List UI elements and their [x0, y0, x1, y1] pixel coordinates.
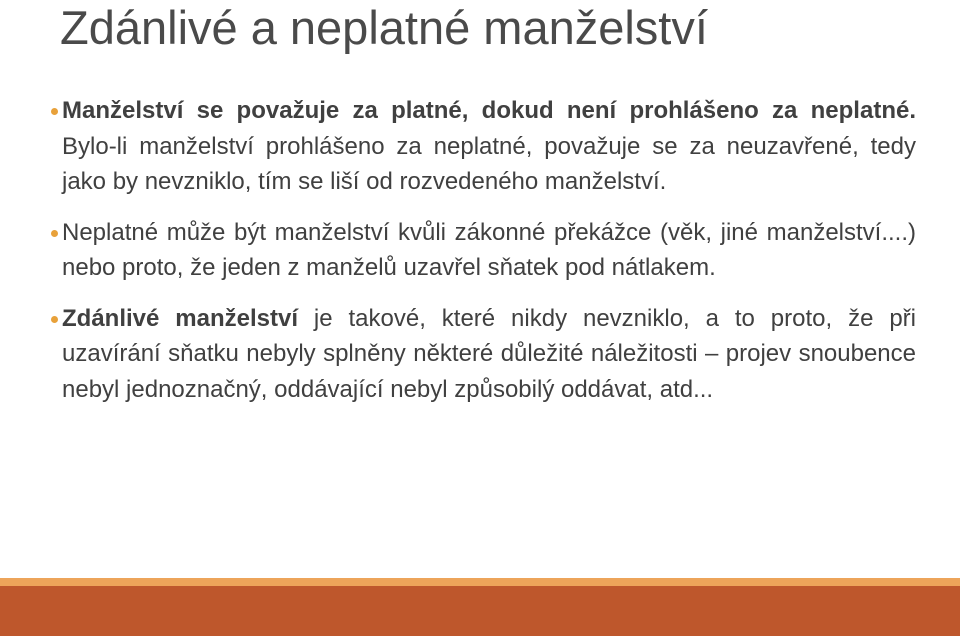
bullet-3-bold-text: Zdánlivé manželství: [62, 304, 298, 332]
bullet-dot-icon: [51, 316, 58, 323]
bullet-2-text: Neplatné může být manželství kvůli zákonné překážce (věk, jiné manželství....) nebo proto, že jeden z manželů uzavřel sňatek pod nátlakem.: [62, 218, 916, 281]
bullet-3-text: je takové, které nikdy nevzniklo, a to proto, že při uzavírání sňatku nebyly splněny některé důležité náležitosti – projev snoubence nebyl jednoznačný, oddávající nebyl způsobilý oddávat, atd...: [62, 304, 916, 403]
bullet-dot-icon: [51, 230, 58, 237]
slide-title: Zdánlivé a neplatné manželství: [60, 1, 708, 54]
footer-accent-bar: [0, 578, 960, 586]
bullet-1-bold-text: Manželství se považuje za platné, dokud není prohlášeno za neplatné.: [62, 97, 916, 124]
bullet-1-text: Bylo-li manželství prohlášeno za neplatné, považuje se za neuzavřené, tedy jako by nevzniklo, tím se liší od rozvedeného manželství.: [62, 132, 916, 195]
footer-bar: [0, 586, 960, 636]
bullet-item-2: [62, 215, 916, 286]
bullet-item-1: [62, 93, 916, 200]
bullet-item-3: [62, 301, 916, 408]
bullet-list: [62, 93, 916, 407]
bullet-dot-icon: [51, 108, 58, 115]
